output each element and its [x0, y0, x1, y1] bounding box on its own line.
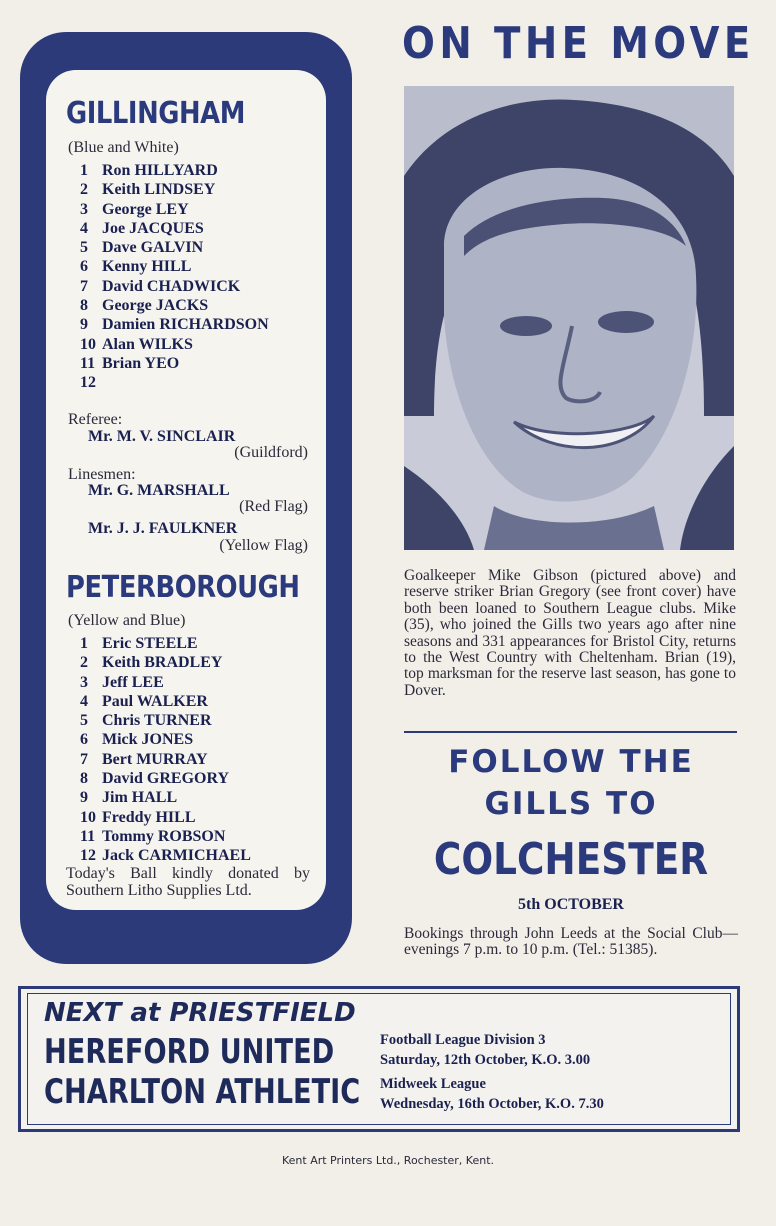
follow-line-2: GILLS TO	[484, 786, 658, 822]
away-destination: COLCHESTER	[433, 834, 709, 885]
roster-row	[80, 296, 269, 315]
player-portrait-illustration	[404, 86, 734, 550]
shirt-number: 3	[80, 200, 88, 218]
away-team-colours: (Yellow and Blue)	[68, 612, 186, 629]
shirt-number: 11	[80, 827, 96, 845]
player-name: Freddy HILL	[102, 808, 196, 826]
roster-row	[80, 692, 251, 711]
roster-row	[80, 219, 269, 238]
bookings-info: Bookings through John Leeds at the Social Club—evenings 7 p.m. to 10 p.m. (Tel.: 51385).	[404, 925, 738, 959]
fixture-1-team: HEREFORD UNITED	[44, 1032, 335, 1072]
printer-credit: Kent Art Printers Ltd., Rochester, Kent.	[281, 1154, 494, 1167]
shirt-number: 2	[80, 181, 88, 199]
roster-row	[80, 277, 269, 296]
player-name: David GREGORY	[102, 770, 230, 788]
roster-row	[80, 750, 251, 769]
roster-row	[80, 653, 251, 672]
photo-caption: Goalkeeper Mike Gibson (pictured above) and reserve striker Brian Gregory (see front cover) have both been loaned to Southern League clubs. Mike (35), who joined the Gills two years ago after nine seasons and 331 appearances for Bristol City, returns to the West Country with Cheltenham. Brian (19), top marksman for the reserve last season, has gone to Dover.	[404, 567, 736, 699]
roster-row	[80, 161, 269, 180]
shirt-number: 5	[80, 239, 88, 257]
shirt-number: 2	[80, 654, 88, 672]
shirt-number: 7	[80, 277, 88, 295]
linesman-1-name: Mr. G. MARSHALL	[88, 482, 230, 499]
player-name: Ron HILLYARD	[102, 162, 218, 179]
on-the-move-heading: ON THE MOVE	[402, 18, 755, 69]
fixture-2-kickoff: Wednesday, 16th October, K.O. 7.30	[380, 1096, 604, 1112]
shirt-number: 12	[80, 374, 96, 392]
fixture-1-kickoff: Saturday, 12th October, K.O. 3.00	[380, 1052, 591, 1068]
player-name: Jim HALL	[102, 789, 178, 807]
referee-name: Mr. M. V. SINCLAIR	[88, 428, 236, 445]
roster-row	[80, 335, 269, 354]
fixture-2-team: CHARLTON ATHLETIC	[44, 1072, 361, 1112]
shirt-number: 8	[80, 770, 88, 788]
shirt-number: 9	[80, 789, 88, 807]
player-name: Kenny HILL	[102, 258, 192, 276]
player-name: Dave GALVIN	[102, 239, 204, 257]
player-name: George LEY	[102, 200, 189, 218]
shirt-number: 6	[80, 731, 88, 749]
player-name: Tommy ROBSON	[102, 827, 226, 845]
away-team-roster	[80, 634, 251, 866]
player-name: Eric STEELE	[102, 635, 198, 652]
shirt-number: 3	[80, 673, 88, 691]
player-name: Jack CARMICHAEL	[102, 847, 251, 865]
roster-row	[80, 238, 269, 257]
next-fixtures-title: NEXT at PRIESTFIELD	[44, 998, 356, 1028]
player-name: Damien RICHARDSON	[102, 316, 269, 334]
roster-row	[80, 827, 251, 846]
referee-location: (Guildford)	[234, 444, 308, 461]
shirt-number: 10	[80, 808, 96, 826]
section-divider	[404, 731, 737, 733]
shirt-number: 8	[80, 297, 88, 315]
referee-label: Referee:	[68, 411, 123, 428]
roster-row	[80, 200, 269, 219]
shirt-number: 5	[80, 712, 88, 730]
linesman-2-flag: (Yellow Flag)	[219, 537, 308, 554]
roster-row	[80, 673, 251, 692]
home-team-roster	[80, 161, 269, 393]
roster-row	[80, 846, 251, 865]
fixture-1-competition: Football League Division 3	[380, 1032, 546, 1048]
roster-row	[80, 634, 251, 653]
roster-row	[80, 315, 269, 334]
roster-row	[80, 373, 269, 392]
shirt-number: 10	[80, 335, 96, 353]
roster-row	[80, 769, 251, 788]
linesmen-label: Linesmen:	[68, 466, 136, 483]
shirt-number: 4	[80, 692, 88, 710]
shirt-number: 9	[80, 316, 88, 334]
roster-row	[80, 788, 251, 807]
player-name: Jeff LEE	[102, 673, 164, 691]
player-name: Bert MURRAY	[102, 750, 208, 768]
roster-row	[80, 257, 269, 276]
shirt-number: 11	[80, 354, 96, 372]
player-name: Mick JONES	[102, 731, 194, 749]
player-name: Paul WALKER	[102, 692, 208, 710]
linesman-1-flag: (Red Flag)	[239, 498, 308, 515]
home-team-name: GILLINGHAM	[66, 96, 245, 131]
linesman-2-name: Mr. J. J. FAULKNER	[88, 520, 238, 537]
follow-line-1: FOLLOW THE	[448, 744, 694, 780]
player-name: Chris TURNER	[102, 712, 212, 730]
away-match-date: 5th OCTOBER	[518, 896, 624, 913]
player-name: Keith LINDSEY	[102, 181, 216, 199]
shirt-number: 6	[80, 258, 88, 276]
roster-row	[80, 180, 269, 199]
shirt-number: 12	[80, 847, 96, 865]
away-team-name: PETERBOROUGH	[66, 570, 300, 605]
home-team-colours: (Blue and White)	[68, 139, 179, 156]
shirt-number: 1	[80, 635, 88, 652]
player-photo	[404, 86, 734, 550]
roster-row	[80, 808, 251, 827]
shirt-number: 4	[80, 219, 88, 237]
shirt-number: 1	[80, 162, 88, 179]
player-name: George JACKS	[102, 297, 209, 315]
roster-row	[80, 730, 251, 749]
fixture-2-competition: Midweek League	[380, 1076, 486, 1092]
player-name: David CHADWICK	[102, 277, 241, 295]
shirt-number: 7	[80, 750, 88, 768]
player-name: Brian YEO	[102, 354, 180, 372]
roster-row	[80, 711, 251, 730]
player-name: Keith BRADLEY	[102, 654, 223, 672]
roster-row	[80, 354, 269, 373]
ball-sponsor-note: Today's Ball kindly donated by Southern Litho Supplies Ltd.	[66, 865, 310, 899]
player-name: Joe JACQUES	[102, 219, 204, 237]
player-name: Alan WILKS	[102, 335, 193, 353]
